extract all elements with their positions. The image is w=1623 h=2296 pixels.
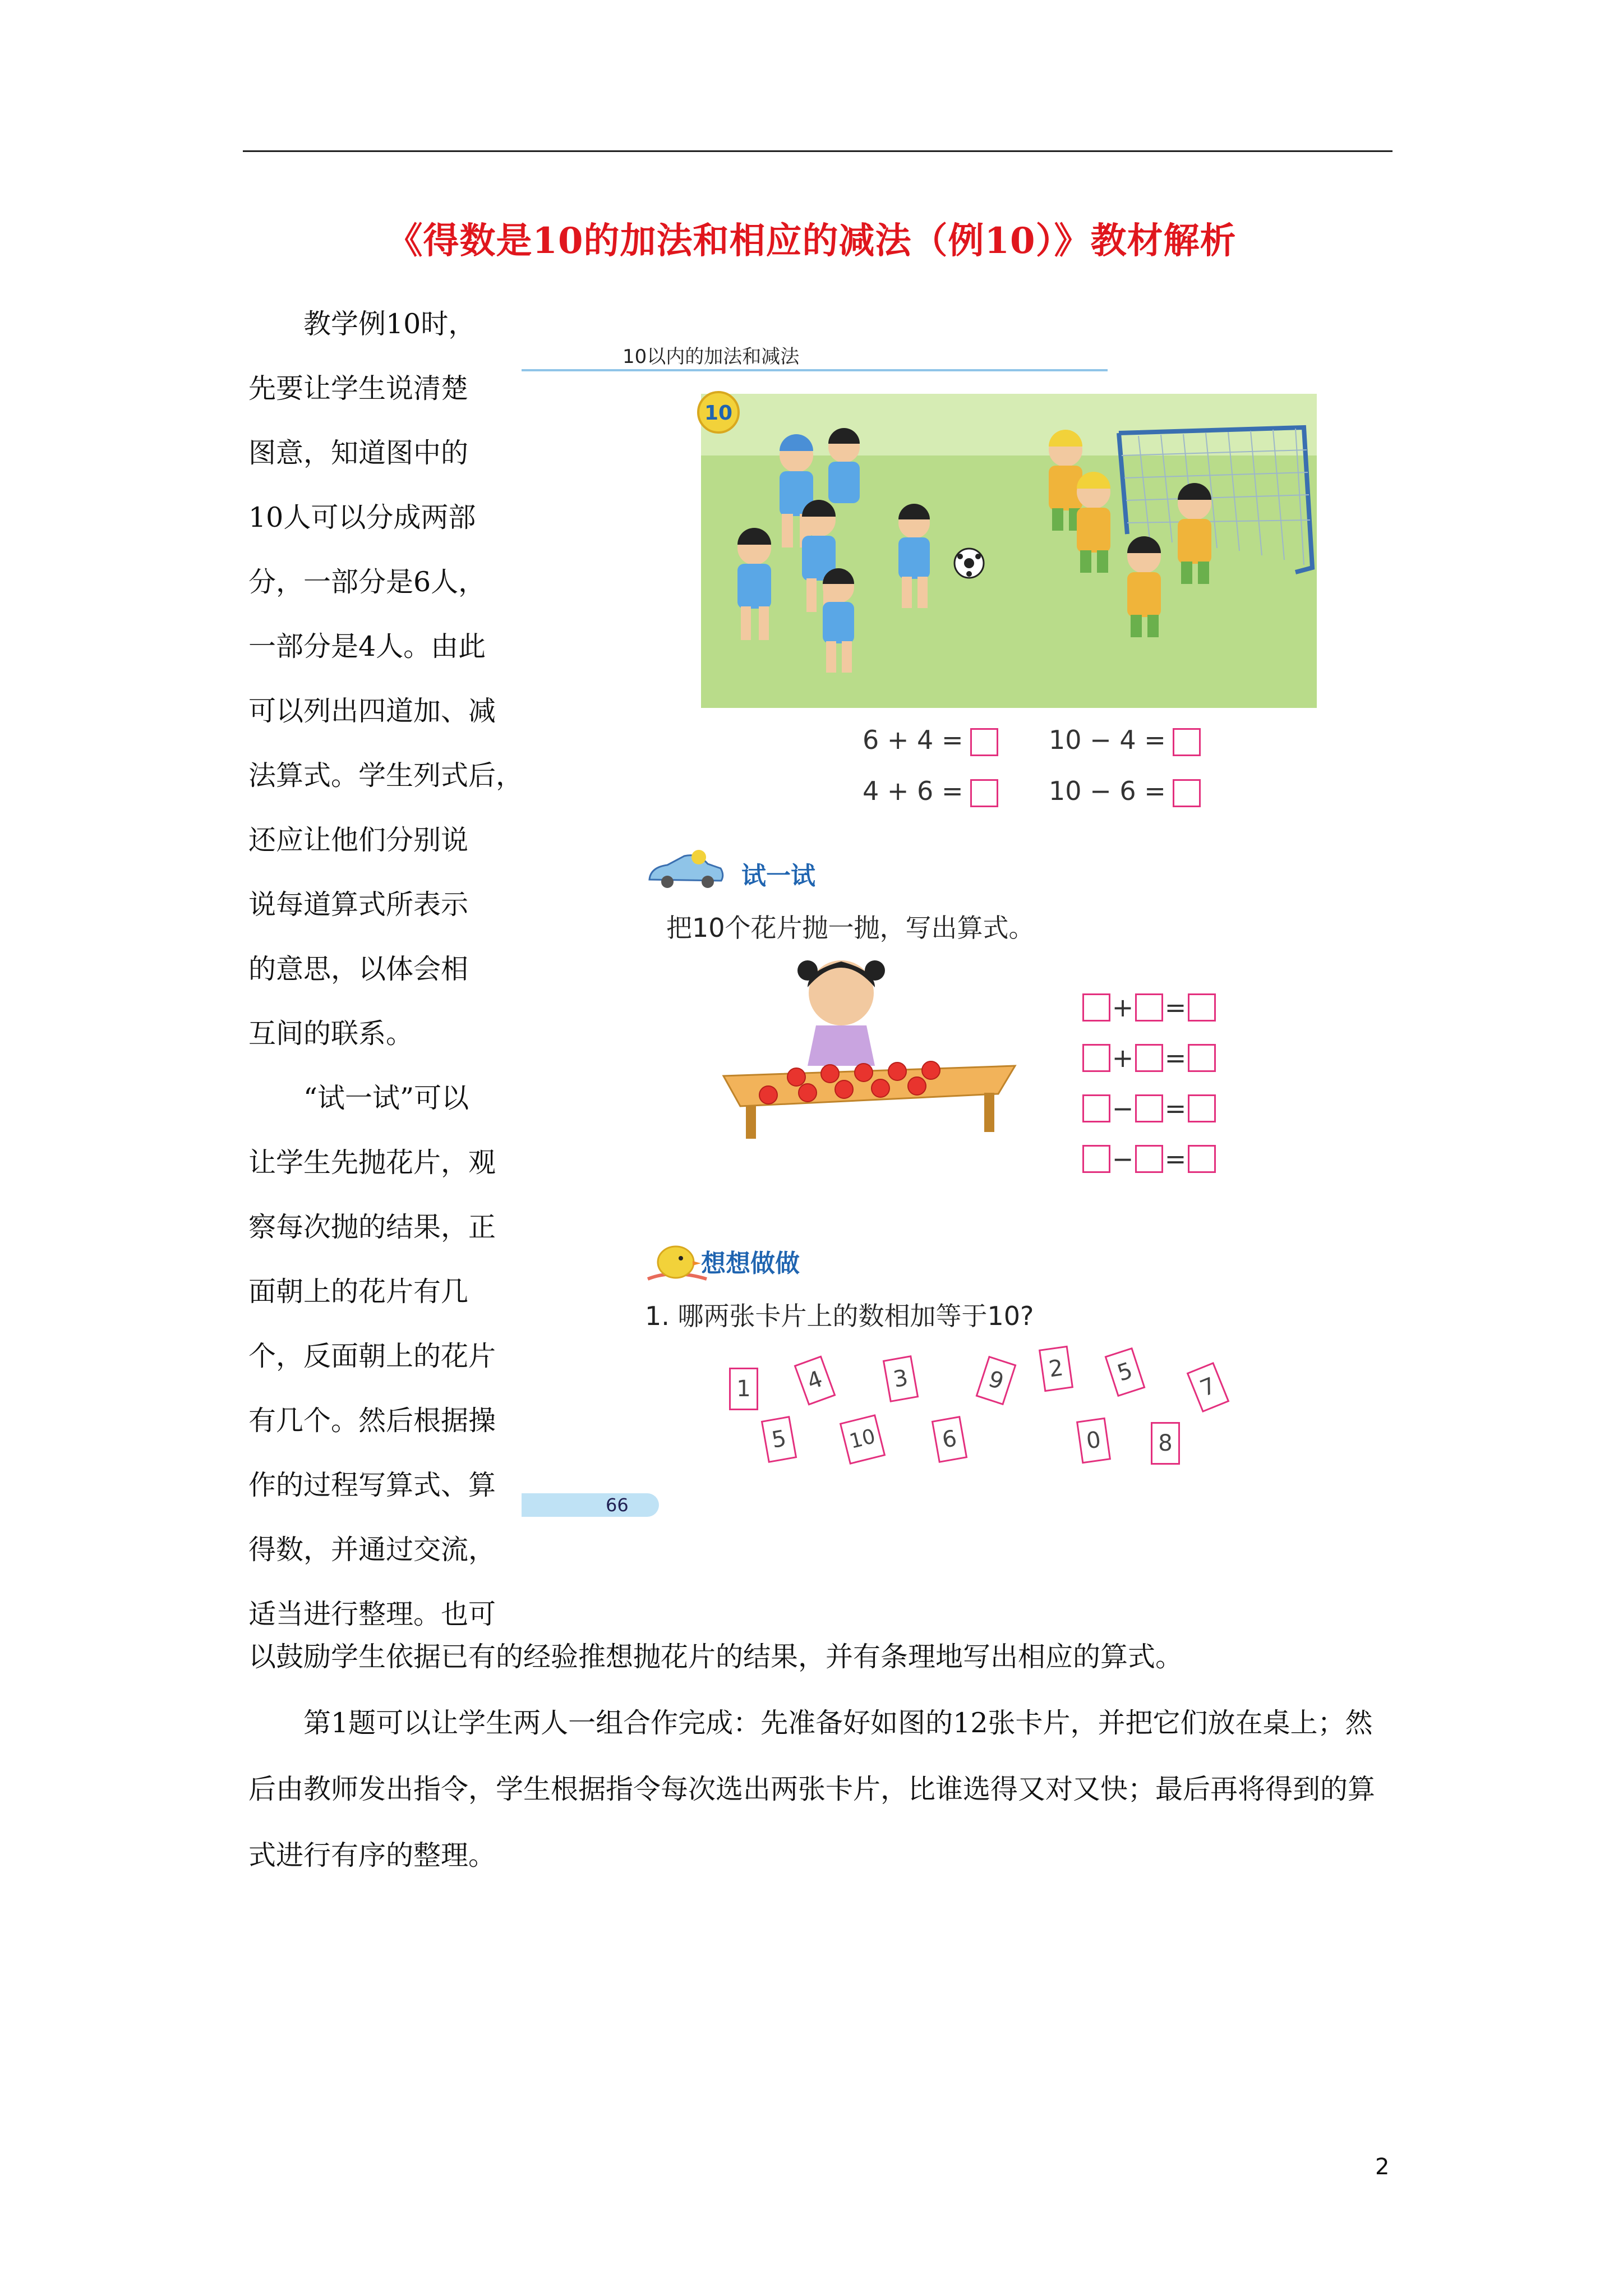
header-rule bbox=[243, 150, 1393, 152]
equation-6-plus-4 bbox=[863, 725, 998, 756]
number-card: 5 bbox=[761, 1416, 797, 1463]
text-line: 图意，知道图中的 bbox=[248, 437, 469, 469]
text-line: 让学生先抛花片，观 bbox=[248, 1147, 496, 1179]
equation-text: 10 − 6 = bbox=[1049, 776, 1166, 806]
operator: + bbox=[1112, 992, 1134, 1023]
bottom-text bbox=[248, 1624, 1398, 1889]
equation-4-plus-6 bbox=[863, 776, 998, 807]
text-line: 适当进行整理。也可 bbox=[248, 1598, 496, 1630]
blank-box bbox=[1135, 1145, 1163, 1173]
text-line: 面朝上的花片有几 bbox=[248, 1276, 469, 1308]
girl-with-table-illustration bbox=[712, 954, 1026, 1139]
blank-box bbox=[1082, 1145, 1110, 1173]
question-1: 1. 哪两张卡片上的数相加等于10? bbox=[645, 1301, 1034, 1331]
blank-box bbox=[1135, 993, 1163, 1022]
textbook-excerpt bbox=[522, 331, 1396, 1543]
equation-10-minus-6 bbox=[1049, 776, 1201, 807]
blank-box bbox=[1082, 993, 1110, 1022]
answer-box bbox=[970, 779, 998, 807]
text-line: 得数，并通过交流， bbox=[248, 1534, 496, 1566]
number-card: 5 bbox=[1105, 1347, 1146, 1397]
text-line: 说每道算式所表示 bbox=[248, 889, 469, 921]
soccer-field-image bbox=[701, 394, 1317, 708]
blank-box bbox=[1188, 1145, 1216, 1173]
try-it-instruction: 把10个花片抛一抛，写出算式。 bbox=[666, 913, 1035, 943]
paragraph-try bbox=[248, 1066, 501, 1130]
number-card: 3 bbox=[883, 1355, 919, 1402]
blank-box bbox=[1135, 1094, 1163, 1122]
textbook-page-number: 66 bbox=[606, 1494, 629, 1516]
equation-text: 4 + 6 = bbox=[863, 776, 963, 806]
textbook-page-tab bbox=[522, 1493, 659, 1517]
text-line: 10人可以分成两部 bbox=[248, 501, 476, 533]
answer-box bbox=[970, 728, 998, 756]
text-line: 还应让他们分别说 bbox=[248, 824, 469, 856]
text-line: 一部分是4人。由此 bbox=[248, 631, 486, 662]
number-card: 8 bbox=[1151, 1422, 1180, 1465]
text-line: 察每次抛的结果，正 bbox=[248, 1211, 496, 1243]
chick-icon bbox=[645, 1240, 709, 1285]
equation-10-minus-4 bbox=[1049, 725, 1201, 756]
blank-box bbox=[1082, 1094, 1110, 1122]
number-card: 0 bbox=[1076, 1418, 1111, 1464]
example-10-badge-icon bbox=[697, 390, 740, 434]
equation-text: 6 + 4 = bbox=[863, 725, 963, 755]
text-line: 以鼓励学生依据已有的经验推想抛花片的结果，并有条理地写出相应的算式。 bbox=[248, 1641, 1183, 1673]
try-row-4 bbox=[1082, 1142, 1216, 1174]
operator: − bbox=[1112, 1143, 1134, 1174]
equals-sign: = bbox=[1164, 1042, 1187, 1073]
text-line: 作的过程写算式、算 bbox=[248, 1469, 496, 1501]
page-title: 《得数是10的加法和相应的减法（例10）》教材解析 bbox=[386, 220, 1237, 262]
text-line: 可以列出四道加、减 bbox=[248, 695, 496, 727]
number-card: 4 bbox=[794, 1355, 836, 1405]
left-text-column bbox=[248, 292, 524, 1646]
operator: + bbox=[1112, 1042, 1134, 1073]
blank-box bbox=[1188, 1044, 1216, 1072]
number-card: 1 bbox=[729, 1368, 758, 1410]
answer-box bbox=[1173, 779, 1201, 807]
number-card: 6 bbox=[932, 1416, 967, 1463]
number-card: 10 bbox=[840, 1414, 886, 1465]
number-card: 7 bbox=[1187, 1362, 1230, 1412]
text-line: 有几个。然后根据操 bbox=[248, 1405, 496, 1437]
equals-sign: = bbox=[1164, 992, 1187, 1023]
equals-sign: = bbox=[1164, 1143, 1187, 1174]
text-line: “试一试”可以 bbox=[303, 1082, 469, 1114]
example-badge-number: 10 bbox=[704, 402, 733, 425]
try-it-label: 试一试 bbox=[741, 862, 815, 890]
text-line: 分，一部分是6人， bbox=[248, 566, 486, 598]
blank-box bbox=[1188, 1094, 1216, 1122]
soccer-scene-illustration bbox=[701, 394, 1317, 708]
blank-box bbox=[1135, 1044, 1163, 1072]
text-line: 个，反面朝上的花片 bbox=[248, 1340, 496, 1372]
number-card: 2 bbox=[1039, 1346, 1073, 1392]
text-line: 先要让学生说清楚 bbox=[248, 372, 469, 404]
try-row-3 bbox=[1082, 1091, 1216, 1124]
textbook-header-line bbox=[522, 369, 1108, 371]
try-row-1 bbox=[1082, 990, 1216, 1023]
textbook-header: 10以内的加法和减法 bbox=[623, 346, 800, 368]
page-number: 2 bbox=[1375, 2154, 1390, 2180]
answer-box bbox=[1173, 728, 1201, 756]
text-line: 的意思，以体会相 bbox=[248, 953, 469, 985]
blank-box bbox=[1188, 993, 1216, 1022]
blank-box bbox=[1082, 1044, 1110, 1072]
text-line: 法算式。学生列式后， bbox=[248, 760, 524, 792]
paragraph-question-1: 第1题可以让学生两人一组合作完成：先准备好如图的12张卡片，并把它们放在桌上；然后由教师发出指令，学生根据指令每次选出两张卡片，比谁选得又对又快；最后再将得到的算式进行有序的整理。 bbox=[248, 1707, 1376, 1871]
soccer-ball-icon bbox=[955, 549, 984, 578]
equation-text: 10 − 4 = bbox=[1049, 725, 1166, 755]
number-card: 9 bbox=[976, 1356, 1017, 1405]
operator: − bbox=[1112, 1093, 1134, 1124]
equals-sign: = bbox=[1164, 1093, 1187, 1124]
text-line: 教学例10时， bbox=[303, 308, 476, 340]
think-and-do-label: 想想做做 bbox=[701, 1249, 800, 1278]
text-line: 互间的联系。 bbox=[248, 1018, 414, 1050]
car-icon bbox=[645, 847, 726, 892]
paragraph-example-10 bbox=[248, 292, 501, 356]
try-row-2 bbox=[1082, 1041, 1216, 1073]
